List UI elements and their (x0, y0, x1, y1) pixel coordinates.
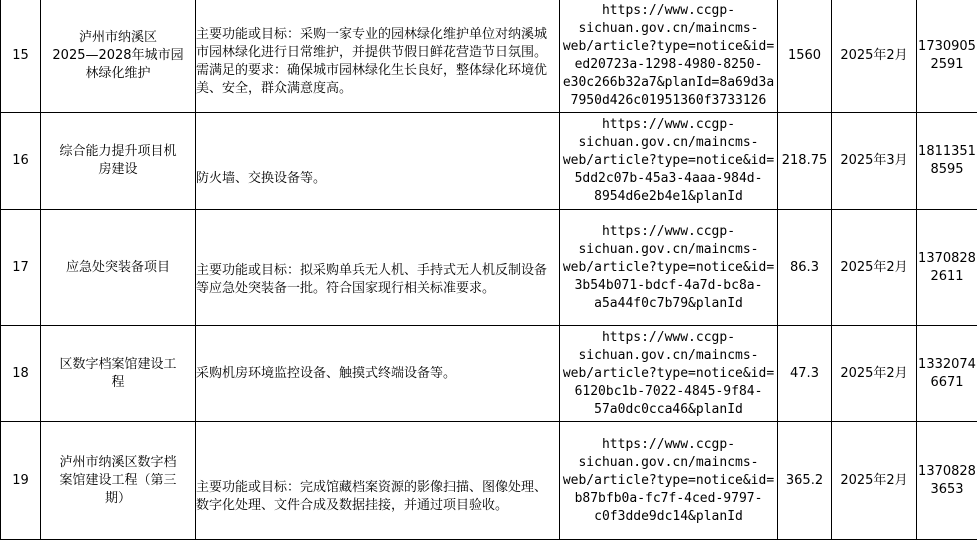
budget-amount: 365.2 (778, 422, 832, 540)
contact-phone: 1332074 6671 (917, 326, 977, 422)
row-number: 16 (1, 113, 41, 210)
project-description: 主要功能或目标：完成馆藏档案资源的影像扫描、图像处理、数字化处理、文件合成及数据挂接，并通过项目验收。 (196, 422, 560, 540)
table-row (1, 113, 977, 210)
contact-phone: 1730905 2591 (917, 0, 977, 113)
notice-link[interactable]: https://www.ccgp- sichuan.gov.cn/maincms- web/article?type=notice&id= 3b54b071-bdcf-4a7d-bc8a- a5a44f0c7b79&planId (560, 210, 778, 326)
project-name: 综合能力提升项目机 房建设 (41, 113, 196, 210)
notice-link[interactable]: https://www.ccgp- sichuan.gov.cn/maincms- web/article?type=notice&id= ed20723a-1298-4980-8250- e30c266b32a7&planId=8a69d3a 7950d426c01951360f3733126 (560, 0, 778, 113)
notice-link[interactable]: https://www.ccgp- sichuan.gov.cn/maincms- web/article?type=notice&id= b87bfb0a-fc7f-4ced-9797- c0f3dde9dc14&planId (560, 422, 778, 540)
budget-amount: 47.3 (778, 326, 832, 422)
row-number: 17 (1, 210, 41, 326)
budget-amount: 86.3 (778, 210, 832, 326)
table-row (1, 0, 977, 113)
table-row (1, 326, 977, 422)
budget-amount: 1560 (778, 0, 832, 113)
procurement-date: 2025年2月 (832, 210, 917, 326)
row-number: 15 (1, 0, 41, 113)
contact-phone: 1370828 3653 (917, 422, 977, 540)
row-number: 19 (1, 422, 41, 540)
contact-phone: 1811351 8595 (917, 113, 977, 210)
project-description: 主要功能或目标：拟采购单兵无人机、手持式无人机反制设备等应急处突装备一批。符合国家现行相关标准要求。 (196, 210, 560, 326)
notice-link[interactable]: https://www.ccgp- sichuan.gov.cn/maincms- web/article?type=notice&id= 6120bc1b-7022-4845-9f84- 57a0dc0cca46&planId (560, 326, 778, 422)
contact-phone: 1370828 2611 (917, 210, 977, 326)
project-description: 防火墙、交换设备等。 (196, 113, 560, 210)
row-number: 18 (1, 326, 41, 422)
project-name: 区数字档案馆建设工 程 (41, 326, 196, 422)
table-row (1, 422, 977, 540)
project-name: 应急处突装备项目 (41, 210, 196, 326)
project-name: 泸州市纳溪区数字档 案馆建设工程（第三 期） (41, 422, 196, 540)
notice-link[interactable]: https://www.ccgp- sichuan.gov.cn/maincms- web/article?type=notice&id= 5dd2c07b-45a3-4aaa-984d- 8954d6e2b4e1&planId (560, 113, 778, 210)
procurement-date: 2025年2月 (832, 0, 917, 113)
project-name: 泸州市纳溪区 2025—2028年城市园 林绿化维护 (41, 0, 196, 113)
project-description: 采购机房环境监控设备、触摸式终端设备等。 (196, 326, 560, 422)
table-row (1, 210, 977, 326)
procurement-date: 2025年2月 (832, 422, 917, 540)
budget-amount: 218.75 (778, 113, 832, 210)
procurement-date: 2025年3月 (832, 113, 917, 210)
project-description: 主要功能或目标：采购一家专业的园林绿化维护单位对纳溪城市园林绿化进行日常维护，并提供节假日鲜花营造节日氛围。 需满足的要求：确保城市园林绿化生长良好，整体绿化环境优美、安全，群众满意度高。 (196, 0, 560, 113)
procurement-date: 2025年2月 (832, 326, 917, 422)
